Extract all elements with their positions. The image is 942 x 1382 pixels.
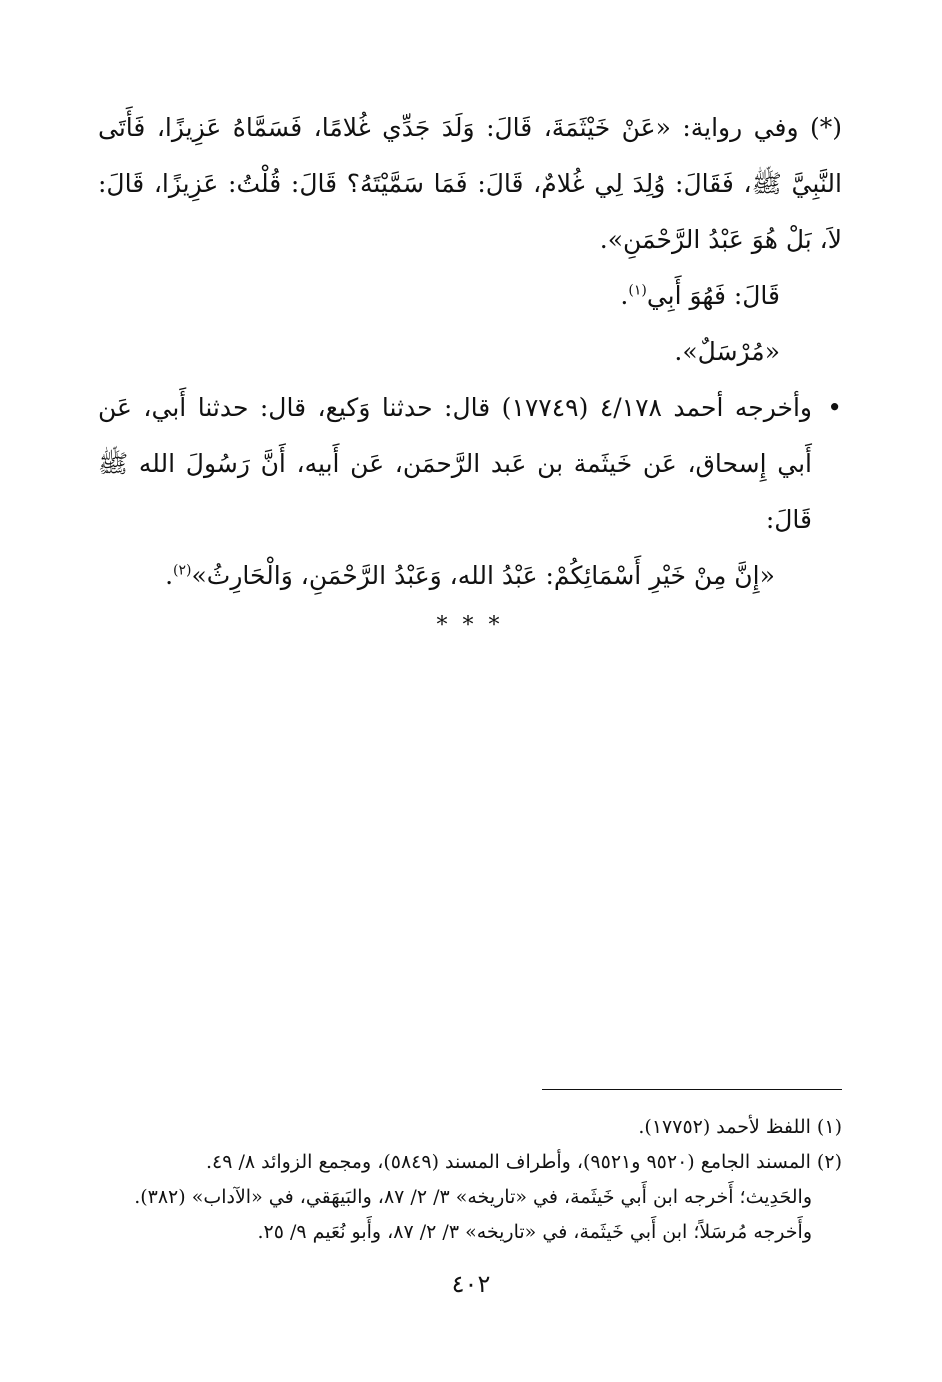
hadith-quote-text: «إِنَّ مِنْ خَيْرِ أَسْمَائِكُمْ: عَبْدُ الله، وَعَبْدُ الرَّحْمَنِ، وَالْحَارِثُ» bbox=[191, 561, 775, 590]
footnotes bbox=[98, 1110, 842, 1250]
bullet-icon: • bbox=[827, 393, 842, 422]
page-number: ٤٠٢ bbox=[451, 1270, 491, 1298]
section-separator: * * * bbox=[436, 613, 504, 638]
footnote-divider bbox=[542, 1089, 842, 1090]
hadith-quote-end: . bbox=[165, 561, 174, 590]
mursal-text: «مُرْسَلٌ». bbox=[674, 337, 780, 366]
statement-text: قَالَ: فَهُوَ أَبِي bbox=[646, 281, 780, 310]
footnote-2: (٢) المسند الجامع (٩٥٢٠ و٩٥٢١)، وأطراف المسند (٥٨٤٩)، ومجمع الزوائد ٨/ ٤٩. bbox=[205, 1151, 842, 1173]
footnote-ref-2[interactable]: (٢) bbox=[173, 562, 192, 579]
footnote-2-continuation-2: وأَخرجه مُرسَلاً؛ ابن أَبي خَيثَمة، في «تاريخه» ٣/ ٢/ ٨٧، وأَبو نُعَيم ٩/ ٢٥. bbox=[257, 1221, 812, 1243]
footnote-ref-1[interactable]: (١) bbox=[628, 282, 647, 299]
statement-end: . bbox=[620, 281, 629, 310]
footnote-2-continuation-1: والحَدِيث؛ أَخرجه ابن أَبي خَيثَمة، في «تاريخه» ٣/ ٢/ ٨٧، والبَيهَقي، في «الآداب» (٣٨٢). bbox=[134, 1186, 812, 1208]
footnote-1: (١) اللفظ لأحمد (١٧٧٥٢). bbox=[638, 1116, 842, 1138]
statement-line bbox=[98, 268, 842, 324]
hadith-source-paragraph bbox=[98, 380, 842, 548]
hadith-source-text: وأخرجه أحمد ٤/١٧٨ (١٧٧٤٩) قال: حدثنا وَكيع، قال: حدثنا أَبي، عَن أَبي إِسحاق، عَن خَيثَمة بن عَبد الرَّحمَن، عَن أَبيه، أَنَّ رَسُولَ الله ﷺ قَالَ: bbox=[98, 393, 813, 534]
narration-text: (*) وفي رواية: «عَنْ خَيْثَمَةَ، قَالَ: وَلَدَ جَدِّي غُلامًا، فَسَمَّاهُ عَزِيزًا، فَأَتَى النَّبِيَّ ﷺ، فَقَالَ: وُلِدَ لِي غُلامٌ، قَالَ: فَمَا سَمَّيْتَهُ؟ قَالَ: قُلْتُ: عَزِيزًا، قَالَ: لاَ، بَلْ هُوَ عَبْدُ الرَّحْمَنِ». bbox=[98, 113, 842, 254]
hadith-quote-line bbox=[98, 548, 842, 604]
narration-paragraph bbox=[98, 100, 842, 268]
main-text bbox=[98, 100, 842, 646]
mursal-line bbox=[98, 324, 842, 380]
